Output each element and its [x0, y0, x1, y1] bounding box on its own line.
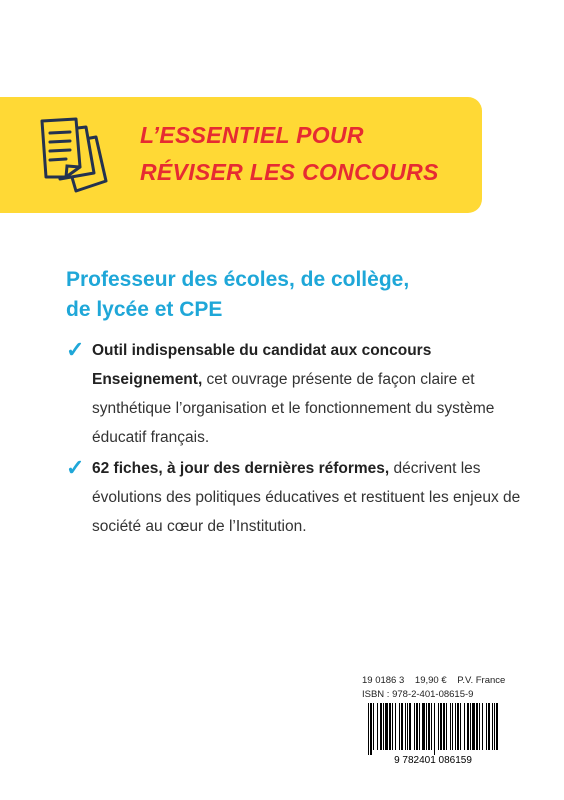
barcode-bar	[438, 703, 439, 750]
barcode-bar	[488, 703, 490, 750]
barcode-bar	[392, 703, 393, 750]
bullet-2-text: décrivent les évolutions des politiques éducatives et restituent les enjeux de société au cœur de l’Institution.	[92, 460, 521, 535]
barcode-bar	[440, 703, 442, 750]
checkmark-icon: ✓	[66, 337, 85, 362]
barcode-bar	[422, 703, 425, 750]
barcode-bar	[450, 703, 451, 750]
banner-line-1: L’ESSENTIEL POUR	[140, 122, 364, 148]
barcode-bar	[464, 703, 465, 750]
barcode-bar	[389, 703, 391, 750]
heading-line-1: Professeur des écoles, de collège,	[66, 268, 410, 291]
price-block	[362, 674, 513, 702]
barcode-bar	[370, 703, 372, 755]
barcode-bar	[426, 703, 427, 750]
barcode-bar	[416, 703, 418, 750]
bullet-1	[66, 336, 532, 452]
page-heading	[66, 265, 486, 325]
barcode-bar	[496, 703, 498, 750]
barcode-bar	[479, 703, 480, 750]
barcode	[362, 703, 504, 765]
documents-icon	[36, 115, 114, 199]
product-code: 19 0186 3	[362, 675, 405, 686]
barcode-bar	[368, 703, 369, 755]
bullet-1-text: cet ouvrage présente de façon claire et synthétique l’organisation et le fonctionnement du système éducatif français.	[92, 371, 495, 446]
barcode-bar	[482, 703, 483, 750]
barcode-bar	[395, 703, 396, 750]
barcode-bar	[452, 703, 453, 750]
isbn: ISBN : 978-2-401-08615-9	[362, 689, 474, 700]
barcode-bar	[467, 703, 469, 750]
barcode-bar	[409, 703, 411, 750]
barcode-bar	[472, 703, 475, 750]
barcode-bar	[494, 703, 495, 750]
banner-title	[140, 117, 439, 191]
barcode-bar	[443, 703, 445, 750]
bullet-2-bold: 62 fiches, à jour des dernières réformes,	[92, 460, 390, 477]
barcode-bar	[383, 703, 384, 750]
barcode-bar	[399, 703, 400, 750]
barcode-bar	[419, 703, 420, 750]
banner-line-2: RÉVISER LES CONCOURS	[140, 159, 439, 185]
barcode-bar	[377, 703, 378, 750]
bullet-2	[66, 454, 532, 541]
barcode-bar	[414, 703, 415, 750]
barcode-bar	[385, 703, 388, 750]
price-amount: 19,90 €	[414, 675, 447, 686]
barcode-digits: 9 782401 086159	[394, 755, 472, 765]
barcode-bar	[407, 703, 408, 750]
barcode-bar	[455, 703, 456, 750]
barcode-bar	[446, 703, 447, 750]
heading-line-2: de lycée et CPE	[66, 298, 223, 321]
barcode-bar	[457, 703, 459, 750]
barcode-bar	[492, 703, 493, 750]
barcode-bar	[460, 703, 461, 750]
barcode-bar	[431, 703, 432, 750]
barcode-bar	[476, 703, 478, 750]
bullet-1-bold: Outil indispensable du candidat aux concours Enseignement,	[92, 342, 432, 388]
barcode-bar	[428, 703, 430, 750]
barcode-bar	[401, 703, 403, 750]
barcode-bar	[373, 703, 374, 750]
barcode-bar	[434, 703, 435, 755]
checkmark-icon: ✓	[66, 455, 85, 480]
barcode-bar	[470, 703, 471, 750]
barcode-bar	[380, 703, 382, 750]
price-label: P.V. France	[457, 675, 506, 686]
barcode-bar	[486, 703, 487, 750]
banner	[0, 97, 482, 213]
price-line	[362, 674, 513, 688]
barcode-bar	[405, 703, 406, 750]
